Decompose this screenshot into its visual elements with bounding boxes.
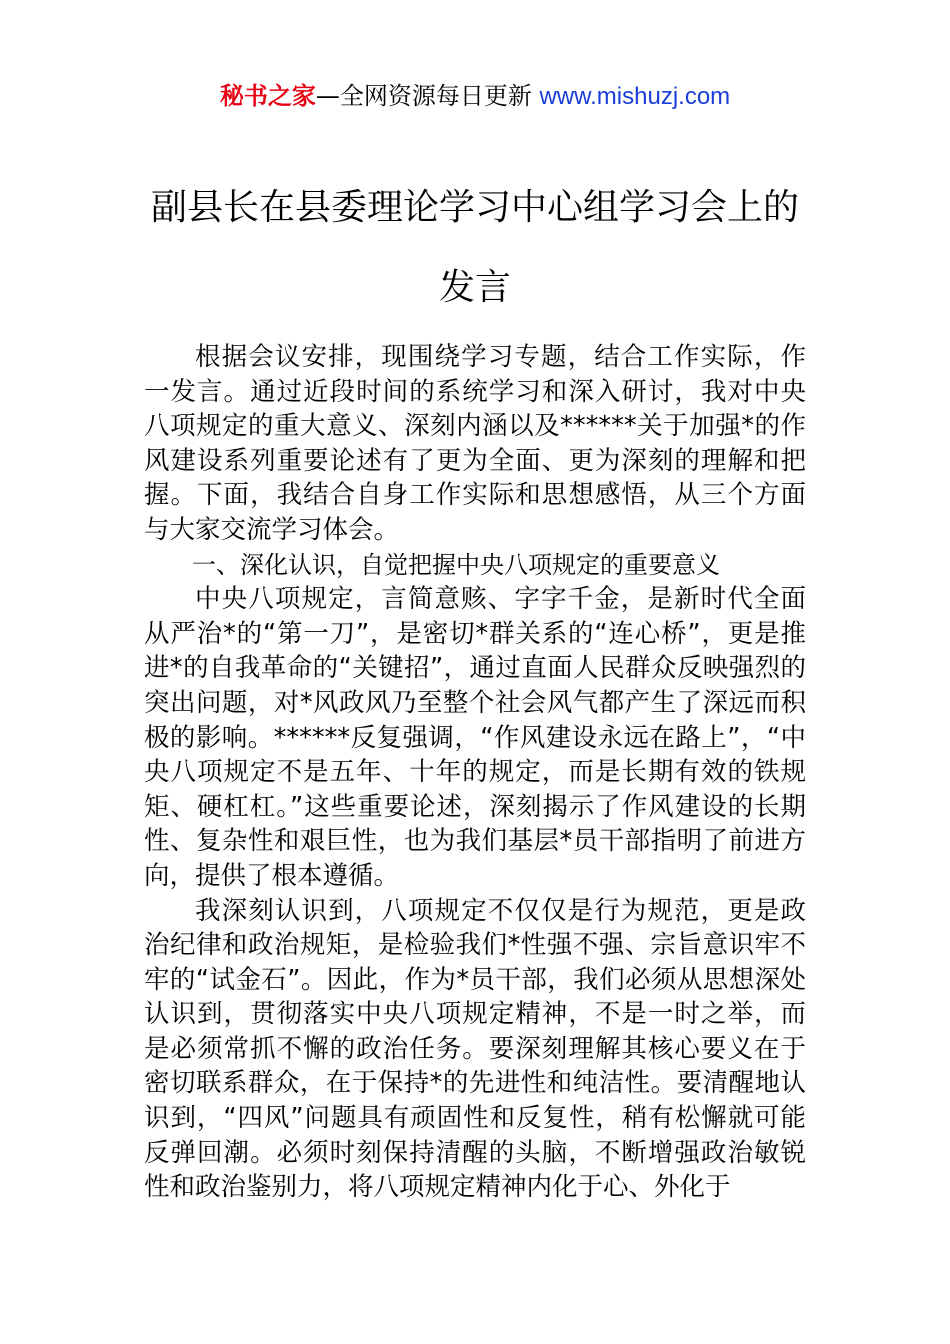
header-tagline: —全网资源每日更新: [315, 82, 540, 110]
title-line-2: 发言: [438, 267, 511, 308]
section-heading-1: 一、深化认识，自觉把握中央八项规定的重要意义: [192, 550, 720, 579]
paragraph-significance: 中央八项规定，言简意赅、字字千金，是新时代全面从严治*的“第一刀”，是密切*群关系的“连心桥”，更是推进*的自我革命的“关键招”，通过直面人民群众反映强烈的突出问题，对*风政风乃至整个社会风气都产生了深远而积极的影响。******反复强调，“作风建设永远在路上”，“中央八项规定不是五年、十年的规定，而是长期有效的铁规矩、硬杠杠。”这些重要论述，深刻揭示了作风建设的长期性、复杂性和艰巨性，也为我们基层*员干部指明了前进方向，提供了根本遵循。: [144, 584, 806, 891]
paragraph-understanding: 我深刻认识到，八项规定不仅仅是行为规范，更是政治纪律和政治规矩，是检验我们*性强不强、宗旨意识牢不牢的“试金石”。因此，作为*员干部，我们必须从思想深处认识到，贯彻落实中央八项规定精神，不是一时之举，而是必须常抓不懈的政治任务。要深刻理解其核心要义在于密切联系群众，在于保持*的先进性和纯洁性。要清醒地认识到，“四风”问题具有顽固性和反复性，稍有松懈就可能反弹回潮。必须时刻保持清醒的头脑，不断增强政治敏锐性和政治鉴别力，将八项规定精神内化于心、外化于: [144, 895, 806, 1203]
paragraph-intro: 根据会议安排，现围绕学习专题，结合工作实际，作一发言。通过近段时间的系统学习和深入研讨，我对中央八项规定的重大意义、深刻内涵以及******关于加强*的作风建设系列重要论述有了更为全面、更为深刻的理解和把握。下面，我结合自身工作实际和思想感悟，从三个方面与大家交流学习体会。: [144, 342, 806, 545]
document-body: [144, 340, 806, 1205]
document-title: [130, 168, 820, 328]
site-header: [0, 80, 950, 113]
brand-name: 秘书之家: [219, 82, 316, 110]
site-url-link[interactable]: www.mishuzj.com: [539, 83, 731, 110]
title-line-1: 副县长在县委理论学习中心组学习会上的: [150, 187, 799, 228]
